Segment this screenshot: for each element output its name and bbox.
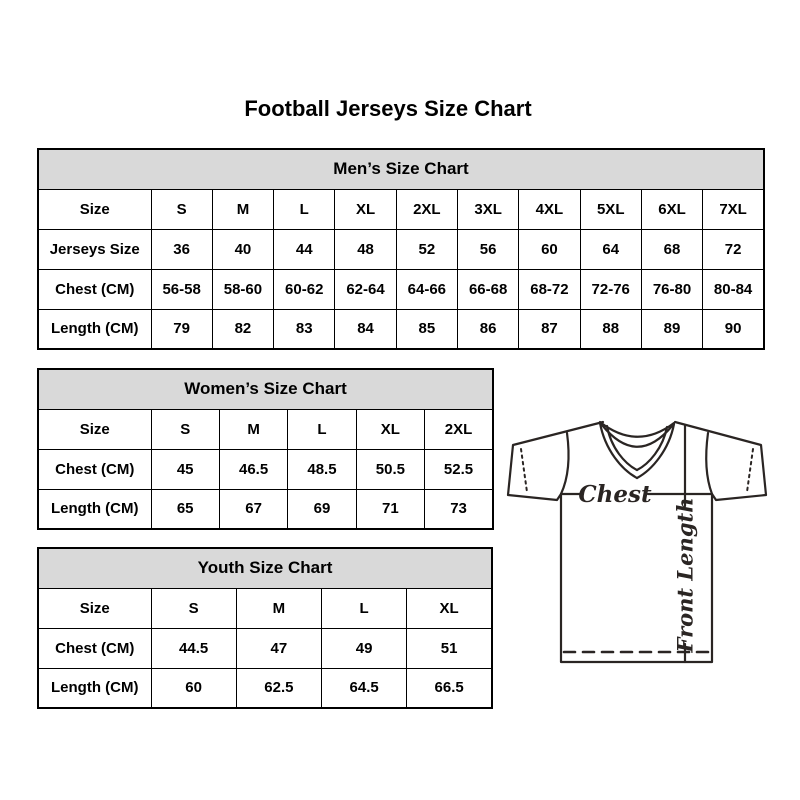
table-cell: 48.5 [288, 449, 356, 489]
table-cell: 56-58 [151, 269, 212, 309]
table-cell: 7XL [703, 189, 764, 229]
table-cell: XL [407, 588, 492, 628]
table-cell: S [151, 189, 212, 229]
table-cell: 83 [274, 309, 335, 349]
table-cell: 80-84 [703, 269, 764, 309]
table-cell: 47 [236, 628, 321, 668]
table-row [38, 409, 493, 449]
table-cell: 66.5 [407, 668, 492, 708]
mens-table-title: Men’s Size Chart [38, 149, 764, 189]
table-cell: 84 [335, 309, 396, 349]
table-cell: 90 [703, 309, 764, 349]
right-sleeve-seam [706, 433, 712, 494]
table-cell: 89 [641, 309, 702, 349]
table-cell: M [236, 588, 321, 628]
table-cell: 72-76 [580, 269, 641, 309]
table-cell: 76-80 [641, 269, 702, 309]
row-label: Size [38, 588, 151, 628]
table-cell: 86 [457, 309, 518, 349]
table-cell: 48 [335, 229, 396, 269]
table-cell: 5XL [580, 189, 641, 229]
table-row [38, 269, 764, 309]
table-cell: 45 [151, 449, 219, 489]
row-label: Length (CM) [38, 309, 151, 349]
table-cell: XL [356, 409, 424, 449]
table-cell: 64.5 [322, 668, 407, 708]
left-sleeve-seam [561, 433, 569, 494]
table-cell: 50.5 [356, 449, 424, 489]
table-cell: 65 [151, 489, 219, 529]
table-row [38, 229, 764, 269]
page-title: Football Jerseys Size Chart [244, 96, 532, 121]
table-cell: L [322, 588, 407, 628]
table-cell: L [288, 409, 356, 449]
table-cell: 62-64 [335, 269, 396, 309]
table-cell: 88 [580, 309, 641, 349]
row-label: Chest (CM) [38, 628, 151, 668]
front-length-label: Front Length [672, 497, 698, 653]
table-cell: 64-66 [396, 269, 457, 309]
table-cell: 68 [641, 229, 702, 269]
table-cell: 44.5 [151, 628, 236, 668]
table-row [38, 309, 764, 349]
table-cell: 72 [703, 229, 764, 269]
table-header-row [38, 369, 493, 409]
table-cell: XL [335, 189, 396, 229]
jersey-measurement-diagram [498, 408, 780, 672]
table-row [38, 489, 493, 529]
right-cuff-stitch [747, 449, 753, 492]
jersey-outline [508, 422, 766, 662]
table-cell: 36 [151, 229, 212, 269]
table-cell: 62.5 [236, 668, 321, 708]
table-cell: 67 [219, 489, 287, 529]
table-cell: 44 [274, 229, 335, 269]
row-label: Length (CM) [38, 668, 151, 708]
row-label: Chest (CM) [38, 269, 151, 309]
youth-table-title: Youth Size Chart [38, 548, 492, 588]
row-label: Size [38, 189, 151, 229]
table-cell: 66-68 [457, 269, 518, 309]
table-cell: 49 [322, 628, 407, 668]
table-cell: 6XL [641, 189, 702, 229]
table-header-row [38, 149, 764, 189]
table-cell: M [219, 409, 287, 449]
mens-size-chart-section [37, 148, 765, 348]
youth-size-table [37, 547, 493, 709]
table-cell: 52.5 [425, 449, 493, 489]
table-cell: 58-60 [212, 269, 273, 309]
table-row [38, 588, 492, 628]
table-cell: L [274, 189, 335, 229]
table-cell: 2XL [396, 189, 457, 229]
table-cell: 82 [212, 309, 273, 349]
table-cell: 46.5 [219, 449, 287, 489]
table-cell: 51 [407, 628, 492, 668]
table-cell: 71 [356, 489, 424, 529]
womens-table-title: Women’s Size Chart [38, 369, 493, 409]
womens-size-table [37, 368, 494, 530]
table-cell: 60 [519, 229, 580, 269]
youth-size-chart-section [37, 547, 493, 707]
row-label: Length (CM) [38, 489, 151, 529]
table-row [38, 189, 764, 229]
table-cell: 79 [151, 309, 212, 349]
table-cell: 69 [288, 489, 356, 529]
table-row [38, 628, 492, 668]
row-label: Jerseys Size [38, 229, 151, 269]
table-cell: 56 [457, 229, 518, 269]
table-cell: 87 [519, 309, 580, 349]
table-cell: 85 [396, 309, 457, 349]
chest-label: Chest [578, 481, 652, 508]
table-cell: 2XL [425, 409, 493, 449]
table-cell: M [212, 189, 273, 229]
table-cell: 40 [212, 229, 273, 269]
table-cell: 52 [396, 229, 457, 269]
table-row [38, 668, 492, 708]
table-cell: 3XL [457, 189, 518, 229]
table-cell: 64 [580, 229, 641, 269]
table-cell: 60 [151, 668, 236, 708]
womens-size-chart-section [37, 368, 494, 528]
row-label: Chest (CM) [38, 449, 151, 489]
table-cell: 73 [425, 489, 493, 529]
table-cell: 68-72 [519, 269, 580, 309]
left-cuff-stitch [521, 449, 527, 492]
vneck-collar [600, 422, 674, 478]
table-header-row [38, 548, 492, 588]
table-cell: 4XL [519, 189, 580, 229]
row-label: Size [38, 409, 151, 449]
table-row [38, 449, 493, 489]
table-cell: 60-62 [274, 269, 335, 309]
mens-size-table [37, 148, 765, 350]
table-cell: S [151, 588, 236, 628]
table-cell: S [151, 409, 219, 449]
jersey-diagram-icon [498, 408, 780, 672]
